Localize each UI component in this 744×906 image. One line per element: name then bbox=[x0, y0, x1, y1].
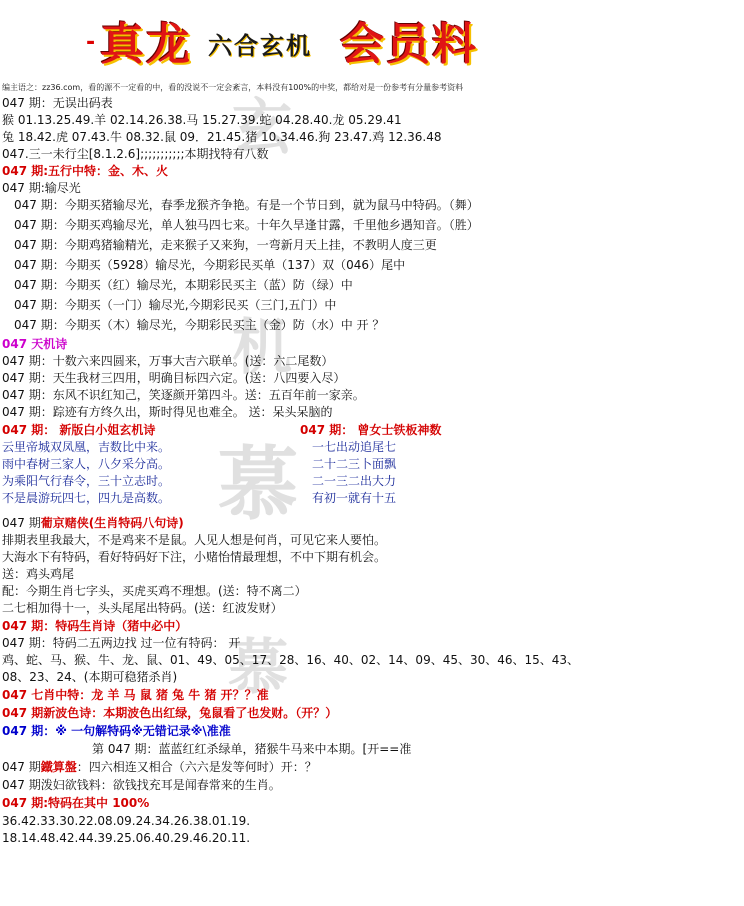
lose-all-line-6: 047 期：今期买（一门）输尽光,今期彩民买（三门,五门）中 bbox=[14, 298, 337, 312]
macau-gambler-line-3: 送：鸡头鸡尾 bbox=[2, 567, 75, 581]
zodiac-number-list-1: 鸡、蛇、马、猴、牛、龙、鼠、01、49、05、17、28、16、40、02、14、09、45、30、46、15、43、 bbox=[2, 653, 580, 667]
special-code-hint: 047 期：特码二五两边找 过一位有特码： 开 bbox=[2, 636, 241, 650]
macau-gambler-title: 葡京赌侠(生肖特码八句诗) bbox=[40, 516, 184, 530]
special-code-numbers-2: 18.14.48.42.44.39.25.06.40.29.46.20.11. bbox=[2, 831, 251, 845]
shrew-line: 047 期泼妇欲钱料：欲钱找充耳是闻春常来的生肖。 bbox=[2, 778, 281, 792]
madam-zeng-line-1: 一七出动追尾七 bbox=[312, 440, 397, 454]
five-elements-heading: 047 期:五行中特：金、木、火 bbox=[2, 164, 169, 178]
line-047-formula: 047.三一未行尘[8.1.2.6];;;;;;;;;;;本期找特有八数 bbox=[2, 147, 269, 161]
watermark-char-1: 玄 bbox=[232, 93, 292, 163]
abacus-title: 鐵算盤 bbox=[40, 760, 77, 774]
heavenly-poem-line-2: 047 期：天生我材三四用，明确目标四六定。(送：八四要入尽） bbox=[2, 371, 346, 385]
lose-all-line-1: 047 期：今期买猪输尽光，春季龙猴齐争艳。有是一个节日到，就为鼠马中特码。（舞） bbox=[14, 198, 479, 212]
macau-gambler-line-5: 二七相加得十一，头头尾尾出特码。(送：红波发财） bbox=[2, 601, 283, 615]
madam-zeng-heading: 047 期： 曾女士铁板神数 bbox=[300, 423, 442, 437]
madam-zeng-line-2: 二十二三卜面飘 bbox=[312, 457, 397, 471]
lose-all-line-4: 047 期：今期买（5928）输尽光，今期彩民买单（137）双（046）尾中 bbox=[14, 258, 406, 272]
banner-title-part1: 真龙 bbox=[100, 19, 192, 70]
macau-gambler-line-1: 排期表里我最大，不是鸡来不是鼠。人见人想是何肖，可见它来人要怕。 bbox=[2, 533, 387, 547]
banner-title-part2: 六合玄机 bbox=[208, 31, 312, 60]
madam-zeng-line-3: 二一三二出大力 bbox=[312, 474, 397, 488]
white-lady-poem-line-4: 不是晨游玩四七，四九是高数。 bbox=[2, 491, 171, 505]
banner-title-part3: 会员料 bbox=[340, 19, 478, 70]
special-zodiac-poem-heading: 047 期：特码生肖诗（猪中必中） bbox=[2, 619, 188, 633]
lose-all-line-2: 047 期：今期买鸡输尽光，单人独马四七来。十年久旱逢甘露，千里他乡遇知音。（胜） bbox=[14, 218, 479, 232]
white-lady-poem-heading: 047 期： 新版白小姐玄机诗 bbox=[2, 423, 156, 437]
white-lady-poem-line-1: 云里帝城双凤凰，吉数比中来。 bbox=[2, 440, 171, 454]
heavenly-poem-line-3: 047 期：东风不识红知己，笑逐颜开第四斗。送：五百年前一家亲。 bbox=[2, 388, 365, 402]
heavenly-poem-line-4: 047 期：踪迹有方终久出，斯时得见也难全。 送：呆头呆脑的 bbox=[2, 405, 333, 419]
heavenly-poem-heading: 047 天机诗 bbox=[2, 337, 68, 351]
watermark-char-2: 机 bbox=[232, 313, 292, 383]
macau-gambler-line-4: 配：今期生肖七字头，买虎买鸡不理想。(送：特不离二） bbox=[2, 584, 307, 598]
one-line-hint-text: 第 047 期：蓝蓝红红杀绿单，猪猴牛马来中本期。[开==准 bbox=[92, 742, 412, 756]
zodiac-numbers-row-1: 猴 01.13.25.49.羊 02.14.26.38.马 15.27.39.蛇 04.28.40.龙 05.29.41 bbox=[2, 113, 402, 127]
title-banner bbox=[0, 0, 744, 80]
lose-all-line-5: 047 期：今期买（红）输尽光，本期彩民买主（蓝）防（绿）中 bbox=[14, 278, 353, 292]
abacus-issue: 047 期 bbox=[2, 760, 41, 774]
madam-zeng-line-4: 有初一就有十五 bbox=[312, 491, 397, 505]
white-lady-poem-line-2: 雨中春树三家人，八夕采分高。 bbox=[2, 457, 171, 471]
disclaimer-text: 编主语之：zz36.com，看的源不一定看的中，看的没说不一定会紊言，本料没有100%的中奖，都给对是一份参考有分量参考资料 bbox=[2, 83, 464, 92]
macau-gambler-issue: 047 期 bbox=[2, 516, 41, 530]
white-lady-poem-line-3: 为乘阳气行春令，三十立志时。 bbox=[2, 474, 171, 488]
special-code-heading: 047 期:特码在其中 100% bbox=[2, 796, 150, 810]
banner-dash: - bbox=[86, 30, 96, 55]
heading-lose-all: 047 期:输尽光 bbox=[2, 181, 81, 195]
zodiac-number-list-2: 08、23、24、(本期可稳猪杀肖) bbox=[2, 670, 178, 684]
heavenly-poem-line-1: 047 期：十数六来四圆来，万事大吉六联单。(送：六二尾数） bbox=[2, 354, 334, 368]
lose-all-line-7: 047 期：今期买（木）输尽光，今期彩民买主（金）防（水）中 开 ？ bbox=[14, 318, 385, 332]
wave-color-poem-line: 047 期新波色诗：本期波色出红绿，兔鼠看了也发财。（开？） bbox=[2, 706, 338, 720]
special-code-numbers-1: 36.42.33.30.22.08.09.24.34.26.38.01.19. bbox=[2, 814, 251, 828]
seven-zodiac-line: 047 七肖中特：龙 羊 马 鼠 猪 兔 牛 猪 开？？准 bbox=[2, 688, 269, 702]
macau-gambler-heading bbox=[2, 516, 184, 531]
watermark-char-3: 慕 bbox=[218, 437, 298, 531]
heading-code-table: 047 期：无误出码表 bbox=[2, 96, 113, 110]
macau-gambler-line-2: 大海水下有特码，看好特码好下注，小赌怡情最理想，不中下期有机会。 bbox=[2, 550, 387, 564]
zodiac-numbers-row-2: 兔 18.42.虎 07.43.牛 08.32.鼠 09．21.45.猪 10.34.46.狗 23.47.鸡 12.36.48 bbox=[2, 130, 442, 144]
lose-all-line-3: 047 期：今期鸡猪输精光，走来猴子又来狗，一弯新月天上挂，不教明人度三更 bbox=[14, 238, 437, 252]
one-line-hint-heading: 047 期：※ 一句解特码※无错记录※\准准 bbox=[2, 724, 231, 738]
watermark-char-4: 慕 bbox=[228, 633, 288, 703]
abacus-text: ：四六相连又相合（六六是发等何时）开：？ bbox=[76, 760, 317, 774]
abacus-line bbox=[2, 760, 317, 775]
